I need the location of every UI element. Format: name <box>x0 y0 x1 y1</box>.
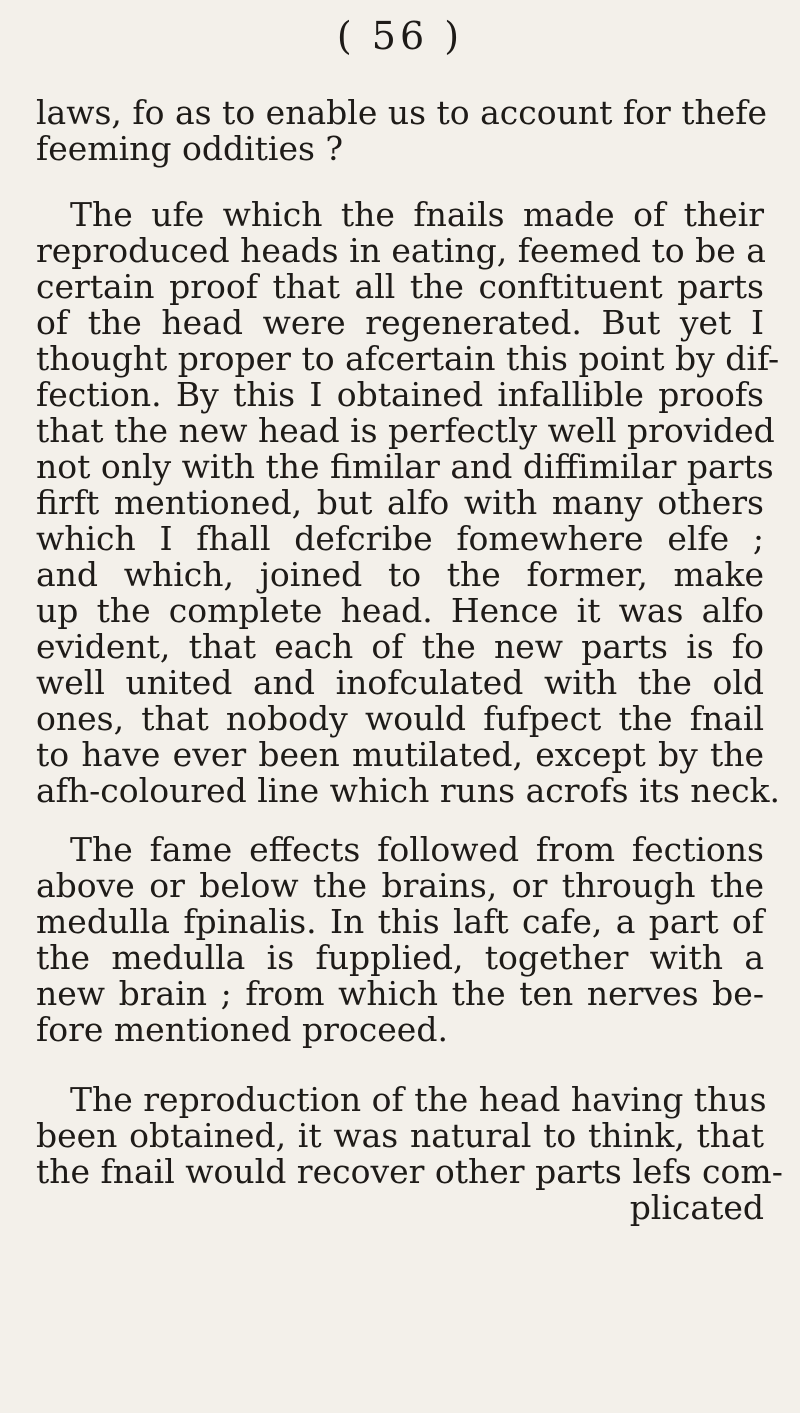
text-line: been obtained, it was natural to think, that <box>36 1116 764 1155</box>
text-line: above or below the brains, or through the <box>36 866 764 905</box>
text-line: afh-coloured line which runs acrofs its neck. <box>36 771 781 810</box>
text-line: reproduced heads in eating, feemed to be a <box>36 231 766 270</box>
text-line: to have ever been mutilated, except by the <box>36 735 764 774</box>
text-line: and which, joined to the former, make <box>36 555 764 594</box>
text-line: that the new head is perfectly well provided <box>36 411 775 450</box>
text-line: The reproduction of the head having thus <box>70 1080 767 1119</box>
paragraph-3 <box>36 832 764 1048</box>
catchword: plicated <box>629 1188 764 1227</box>
text-line: well united and inofculated with the old <box>36 663 764 702</box>
text-line: fore mentioned proceed. <box>36 1010 448 1049</box>
text-line: up the complete head. Hence it was alfo <box>36 591 764 630</box>
text-line: The fame effects followed from fections <box>70 830 764 869</box>
page-number: ( 56 ) <box>336 14 464 58</box>
text-line: new brain ; from which the ten nerves be- <box>36 974 764 1013</box>
text-line: evident, that each of the new parts is fo <box>36 627 764 666</box>
text-line: the medulla is fupplied, together with a <box>36 938 764 977</box>
paragraph-1 <box>36 93 768 168</box>
text-line: feeming oddities ? <box>36 129 344 168</box>
text-line: firft mentioned, but alfo with many others <box>36 483 764 522</box>
text-line: fection. By this I obtained infallible proofs <box>36 375 764 414</box>
text-line: medulla fpinalis. In this laft cafe, a part of <box>36 902 764 941</box>
text-line: of the head were regenerated. But yet I <box>36 303 764 342</box>
text-line: ones, that nobody would fufpect the fnail <box>36 699 764 738</box>
text-line: laws, fo as to enable us to account for thefe <box>36 93 768 132</box>
text-line: which I fhall defcribe fomewhere elfe ; <box>36 519 764 558</box>
text-line: certain proof that all the conftituent parts <box>36 267 764 306</box>
text-line: the fnail would recover other parts lefs com- <box>36 1152 783 1191</box>
text-line: thought proper to afcertain this point by dif- <box>36 339 780 378</box>
paragraph-4 <box>36 1080 783 1227</box>
paragraph-2 <box>36 195 781 810</box>
text-line: The ufe which the fnails made of their <box>70 195 764 234</box>
text-line: not only with the fimilar and diffimilar parts <box>36 447 774 486</box>
